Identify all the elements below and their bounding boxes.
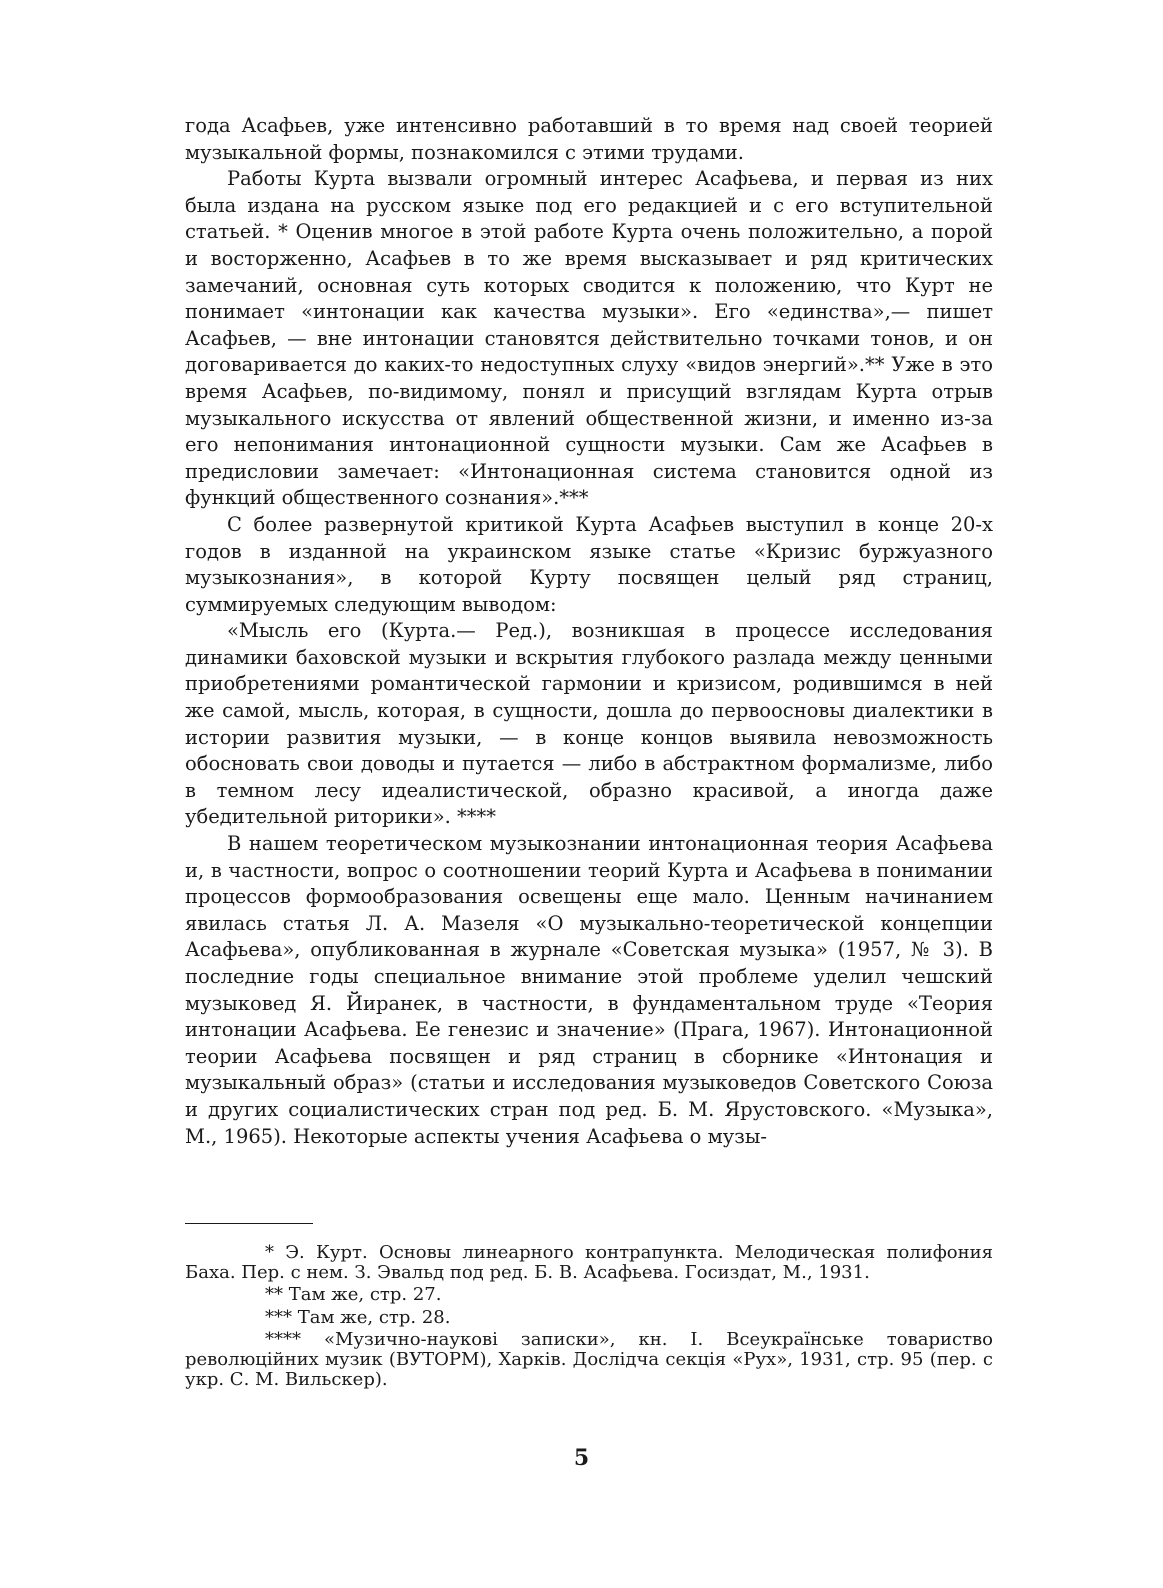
- footnote-separator: [185, 1223, 313, 1224]
- footnote-2: ** Там же, стр. 27.: [265, 1284, 442, 1306]
- paragraph-3: С более развернутой критикой Курта Асафьев выступил в конце 20-х годов в изданной на украинском языке статье «Кризис буржуазного музыкознания», в которой Курту посвящен целый ряд страниц, суммируемых следующим выводом:: [185, 512, 993, 616]
- paragraph-5: В нашем теоретическом музыкознании интонационная теория Асафьева и, в частности, вопрос о соотношении теорий Курта и Асафьева в понимании процессов формообразования освещены еще мало. Ценным начинанием явилась статья Л. А. Мазеля «О музыкально-теоретической концепции Асафьева», опубликованная в журнале «Советская музыка» (1957, № 3). В последние годы специальное внимание этой проблеме уделил чешский музыковед Я. Йиранек, в частности, в фундаментальном труде «Теория интонации Асафьева. Ее генезис и значение» (Прага, 1967). Интонационной теории Асафьева посвящен и ряд страниц в сборнике «Интонация и музыкальный образ» (статьи и исследования музыковедов Советского Союза и других социалистических стран под ред. Б. М. Ярустовского. «Музыка», М., 1965). Некоторые аспекты учения Асафьева о музы-: [185, 832, 993, 1148]
- paragraph-2: Работы Курта вызвали огромный интерес Асафьева, и первая из них была издана на русском языке под его редакцией и с его вступительной статьей. * Оценив многое в этой работе Курта очень положительно, а порой и восторженно, Асафьев в то же время высказывает и ряд критических замечаний, основная суть которых сводится к положению, что Курт не понимает «интонации как качества музыки». Его «единства»,— пишет Асафьев, — вне интонации становятся действительно точками тонов, и он договаривается до каких-то недоступных слуху «видов энергий».** Уже в это время Асафьев, по-видимому, понял и присущий взглядам Курта отрыв музыкального искусства от явлений общественной жизни, и именно из-за его непонимания интонационной сущности музыки. Сам же Асафьев в предисловии замечает: «Интонационная система становится одной из функций общественного сознания».***: [185, 167, 993, 510]
- main-text: [185, 113, 993, 1150]
- page-number: 5: [573, 1445, 590, 1471]
- paragraph-1: года Асафьев, уже интенсивно работавший в то время над своей теорией музыкальной формы, познакомился с этими трудами.: [185, 114, 993, 164]
- quote-paragraph: «Мысль его (Курта.— Ред.), возникшая в процессе исследования динамики баховской музыки и вскрытия глубокого разлада между ценными приобретениями романтической гармонии и кризисом, родившимся в ней же самой, мысль, которая, в сущности, дошла до первоосновы диалектики в истории развития музыки, — в конце концов выявила невозможность обосновать свои доводы и путается — либо в абстрактном формализме, либо в темном лесу идеалистической, образно красивой, а иногда даже убедительной риторики». ****: [185, 619, 993, 829]
- footnote-1: * Э. Курт. Основы линеарного контрапункта. Мелодическая полифония Баха. Пер. с нем. З. Эвальд под ред. Б. В. Асафьева. Госиздат, М., 1931.: [185, 1242, 993, 1283]
- footnotes: [185, 1243, 993, 1392]
- footnote-3: *** Там же, стр. 28.: [265, 1306, 451, 1328]
- footnote-4: **** «Музично-наукові записки», кн. I. Всеукраїнське товариство революційних музик (ВУТОРМ), Харків. Дослідча секція «Рух», 1931, стр. 95 (пер. с укр. С. М. Вильскер).: [185, 1329, 993, 1390]
